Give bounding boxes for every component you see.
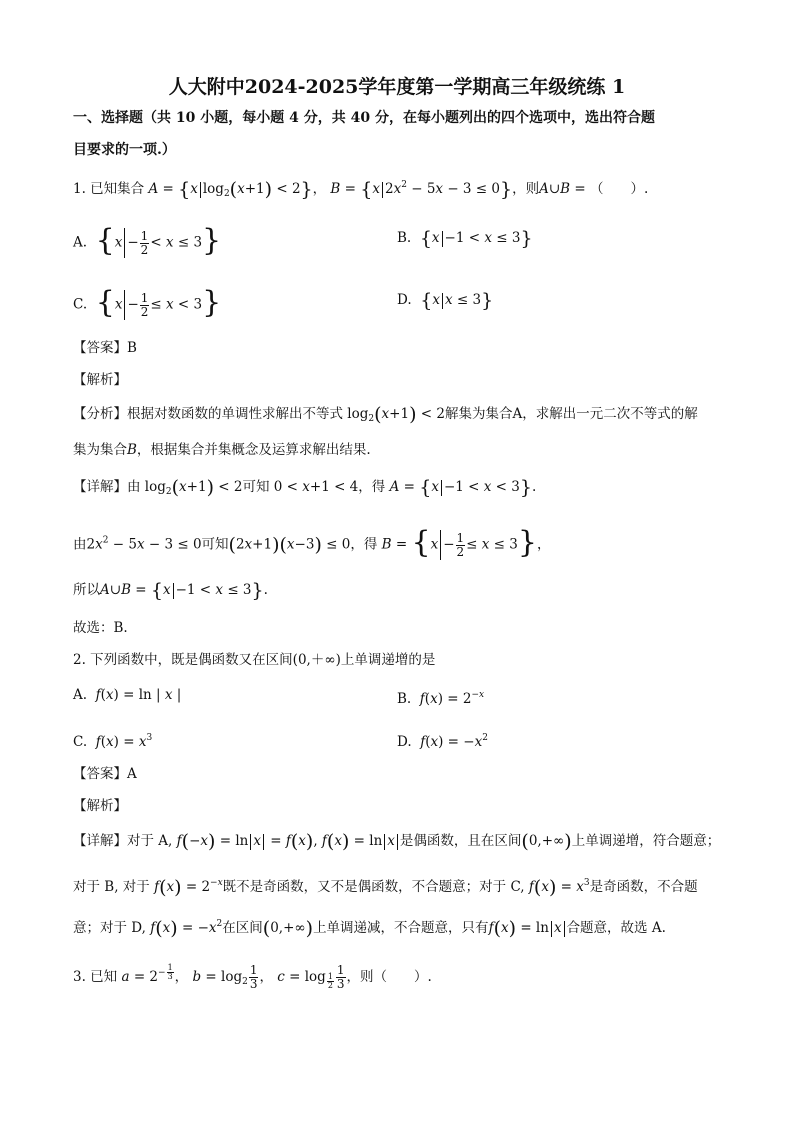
q2-detail-line3: 意；对于 D, $f(x) = -x^2$在区间(0,+∞)上单调递减，不合题意，只有f(x) = ln x 合题意，故选 A.	[73, 917, 666, 940]
q1-option-d: D. {x x ≤ 3}	[397, 289, 494, 312]
q2-detail-line2: 对于 B, 对于 $f(x) = 2^{-x}$既不是奇函数，又不是偶函数，不合题意；对于 C, $f(x) = x^3$是奇函数，不合题	[73, 876, 698, 899]
q1-option-b: B. {x −1 < x ≤ 3}	[397, 227, 533, 250]
q1-stem: 1. 已知集合 A = {x $\log_2(x+1) < 2$}， B = {x $2x^2 - 5x - 3 \le 0$}，则A∪B = （ ）.	[73, 178, 649, 201]
q1-detail-line1: 【详解】由 $\log_2(x+1) < 2$可知 0 < x+1 < 4，得 A = {x −1 < x < 3}.	[73, 476, 537, 499]
q2-detail-line1: 【详解】对于 A, f(−x) = ln x = f(x), f(x) = ln x 是偶函数，且在区间(0,+∞)上单调递增，符合题意；	[73, 830, 721, 853]
q1-detail-line3: 所以A∪B = {x −1 < x ≤ 3}.	[73, 579, 268, 602]
q1-detail-line2: 由$2x^2 - 5x - 3 \le 0$可知(2x+1)(x−3) ≤ 0，得 B = {x − $\frac{1}{2}$ ≤ x ≤ 3}，	[73, 525, 551, 560]
q1-answer: 【答案】B	[73, 340, 137, 356]
q1-fenxi-line2: 集为集合B，根据集合并集概念及运算求解出结果.	[73, 442, 371, 458]
section-heading-line1: 一、选择题（共 10 小题，每小题 4 分，共 40 分，在每小题列出的四个选项中，选出符合题	[73, 110, 655, 126]
q3-stem: 3. 已知 $a = 2^{- \frac{1}{3}}$ ， $b = \log_2$ $\frac{1}{3}$ ， c = log $_{\frac{1}{2}}$ $\frac{1}{3}$ ，则（ ）.	[73, 963, 432, 991]
q2-stem: 2. 下列函数中，既是偶函数又在区间(0,＋∞)上单调递增的是	[73, 652, 436, 668]
q2-option-a: A. f(x) = ln | x |	[73, 687, 182, 703]
section-heading-line2: 目要求的一项.）	[73, 142, 176, 158]
q2-option-c: C. $f(x) = x^3$	[73, 733, 153, 750]
q1-fenxi-line1: 【分析】根据对数函数的单调性求解出不等式 $\log_2(x+1) < 2$解集为集合A，求解出一元二次不等式的解	[73, 403, 698, 426]
q2-option-b: B. $f(x) = 2^{-x}$	[397, 690, 485, 707]
q2-option-d: D. $f(x) = -x^2$	[397, 733, 488, 750]
page-title: 人大附中2024-2025学年度第一学期高三年级统练 1	[168, 76, 626, 98]
q1-conclusion: 故选：B.	[73, 620, 128, 636]
q1-analysis-label: 【解析】	[73, 372, 127, 388]
q2-answer: 【答案】A	[73, 766, 137, 782]
q1-option-c: C. {x − $\frac{1}{2}$ ≤ x < 3}	[73, 285, 222, 320]
q2-analysis-label: 【解析】	[73, 798, 127, 814]
q1-option-a: A. {x − $\frac{1}{2}$ < x ≤ 3}	[73, 223, 222, 258]
